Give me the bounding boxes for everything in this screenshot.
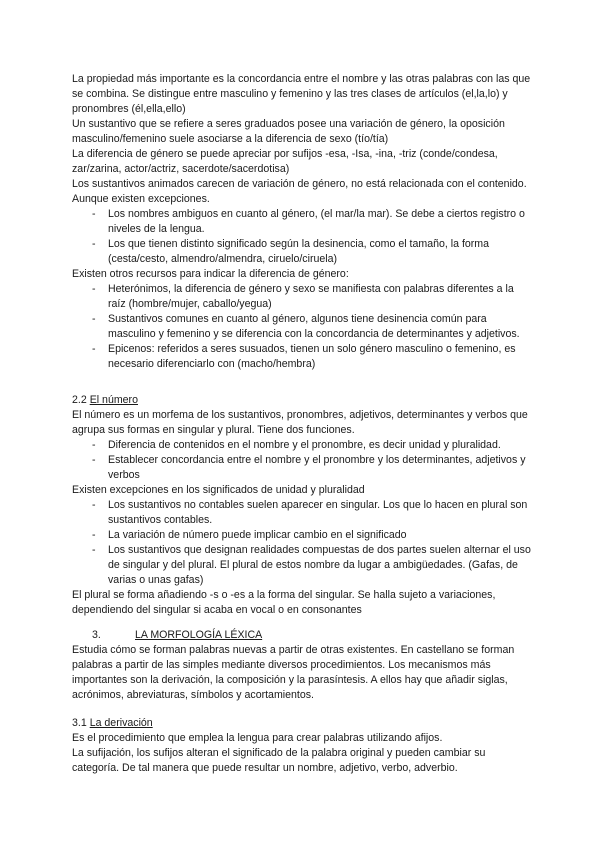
paragraph: El plural se forma añadiendo -s o -es a la forma del singular. Se halla sujeto a variaciones, dependiendo del singular si acaba en vocal o en consonantes: [72, 589, 496, 616]
section-number: [72, 393, 532, 618]
list-item: - Epicenos: referidos a seres susuados, tienen un solo género masculino o femenino, es necesario diferenciarlo con (macho/hembra): [92, 343, 516, 370]
list-item: - Los que tienen distinto significado según la desinencia, como el tamaño, la forma (cesta/cesto, almendro/almendra, ciruelo/ciruela): [92, 238, 490, 265]
section-lexical-morphology: [72, 628, 532, 703]
bullet-dash: -: [92, 283, 96, 295]
list-item: - Establecer concordancia entre el nombre y el pronombre y los determinantes, adjetivos y verbos: [92, 454, 526, 481]
section-heading: 3.1 La derivación: [72, 717, 153, 729]
bullet-dash: -: [92, 439, 96, 451]
list-item: - Los sustantivos no contables suelen aparecer en singular. Los que lo hacen en plural son sustantivos contables.: [92, 499, 528, 526]
bullet-dash: -: [92, 238, 96, 250]
bullet-dash: -: [92, 208, 96, 220]
section-heading: 3. LA MORFOLOGÍA LÉXICA: [92, 629, 263, 641]
section-gender: [72, 72, 532, 372]
paragraph: Un sustantivo que se refiere a seres graduados posee una variación de género, la oposición masculino/femenino suele asociarse a la diferencia de sexo (tío/tía): [72, 118, 505, 145]
paragraph: Existen otros recursos para indicar la diferencia de género:: [72, 268, 349, 280]
section-derivation: [72, 716, 532, 776]
bullet-dash: -: [92, 529, 96, 541]
paragraph: La diferencia de género se puede apreciar por sufijos -esa, -Isa, -ina, -triz (conde/condesa, zar/zarina, actor/actriz, sacerdote/sacerdotisa): [72, 148, 498, 175]
paragraph: La sufijación, los sufijos alteran el significado de la palabra original y pueden cambiar su categoría. De tal manera que puede resultar un nombre, adjetivo, verbo, adverbio.: [72, 747, 486, 774]
list-item: - Diferencia de contenidos en el nombre y el pronombre, es decir unidad y pluralidad.: [92, 439, 501, 451]
paragraph: Existen excepciones en los significados de unidad y pluralidad: [72, 484, 365, 496]
bullet-dash: -: [92, 343, 96, 355]
paragraph: La propiedad más importante es la concordancia entre el nombre y las otras palabras con las que se combina. Se distingue entre masculino y femenino y las tres clases de artículos (el,la,lo) y pronombres (él,ella,ello): [72, 73, 531, 115]
list-item: - Los nombres ambiguos en cuanto al género, (el mar/la mar). Se debe a ciertos registro o niveles de la lengua.: [92, 208, 525, 235]
paragraph: El número es un morfema de los sustantivos, pronombres, adjetivos, determinantes y verbos que agrupa sus formas en singular y plural. Tiene dos funciones.: [72, 409, 528, 436]
list-item: - Los sustantivos que designan realidades compuestas de dos partes suelen alternar el uso de singular y del plural. El plural de estos nombre da lugar a ambigüedades. (Gafas, de varias o unas gafas): [92, 544, 531, 586]
list-item: - Sustantivos comunes en cuanto al género, algunos tiene desinencia común para masculino y femenino y se diferencia con la concordancia de determinantes y adjetivos.: [92, 313, 520, 340]
section-heading: 2.2 El número: [72, 394, 138, 406]
paragraph: Estudia cómo se forman palabras nuevas a partir de otras existentes. En castellano se forman palabras a partir de las simples mediante diversos procedimientos. Los mecanismos más importantes son la derivación, la composición y la parasíntesis. A ellos hay que añadir siglas, acrónimos, abreviaturas, símbolos y acortamientos.: [72, 644, 515, 701]
bullet-dash: -: [92, 544, 96, 556]
list-item: - Heterónimos, la diferencia de género y sexo se manifiesta con palabras diferentes a la raíz (hombre/mujer, caballo/yegua): [92, 283, 514, 310]
bullet-dash: -: [92, 499, 96, 511]
bullet-dash: -: [92, 454, 96, 466]
paragraph: Los sustantivos animados carecen de variación de género, no está relacionada con el contenido. Aunque existen excepciones.: [72, 178, 527, 205]
paragraph: Es el procedimiento que emplea la lengua para crear palabras utilizando afijos.: [72, 732, 443, 744]
list-item: - La variación de número puede implicar cambio en el significado: [92, 529, 407, 541]
bullet-dash: -: [92, 313, 96, 325]
